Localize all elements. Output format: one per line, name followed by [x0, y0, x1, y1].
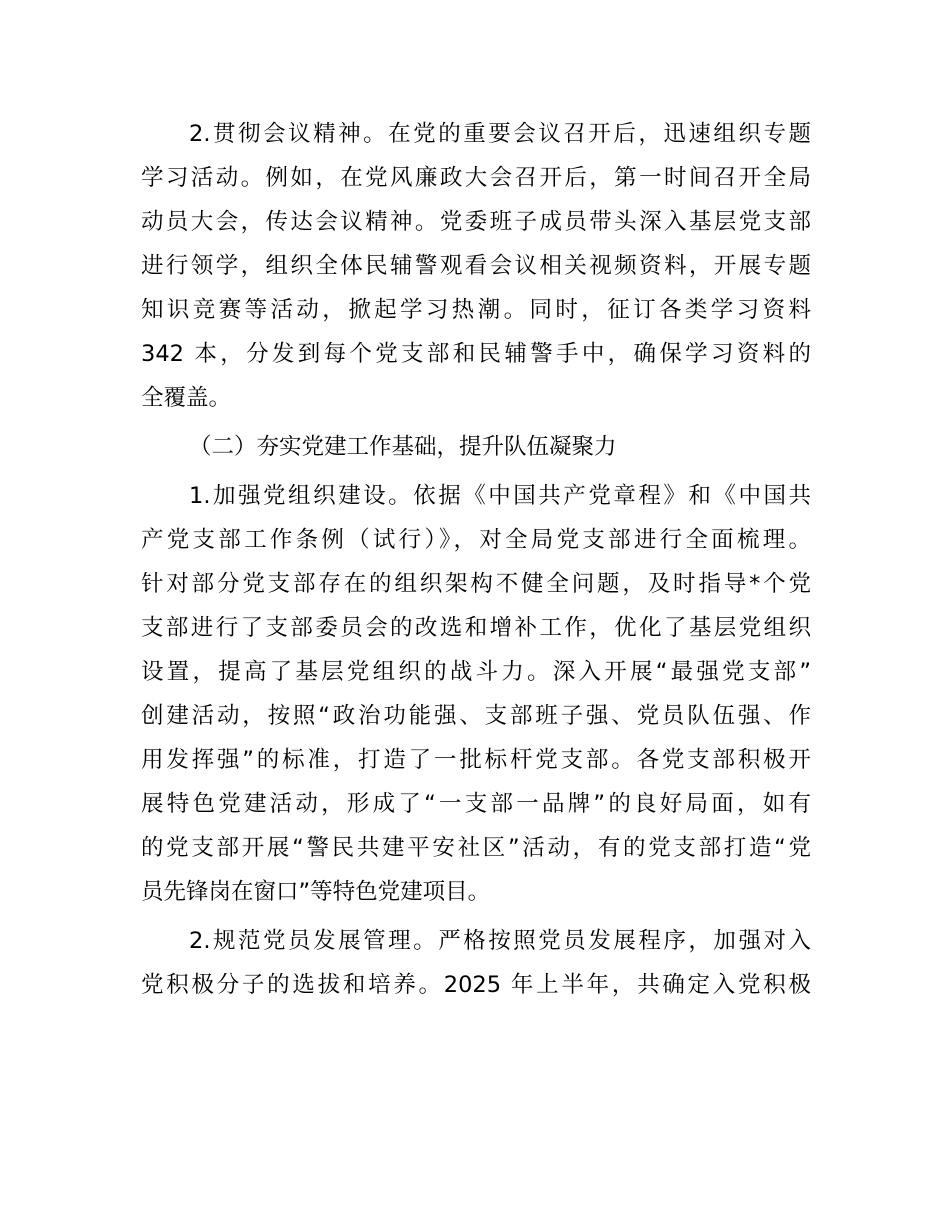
text-line: 党积极分子的选拔和培养。2025 年上半年，共确定入党积极	[141, 972, 811, 998]
text-line: 342 本，分发到每个党支部和民辅警手中，确保学习资料的	[141, 341, 811, 367]
paragraph-meeting-spirit	[141, 112, 811, 420]
text-line: 知识竞赛等活动，掀起学习热潮。同时，征订各类学习资料	[141, 297, 811, 323]
text-line: 学习活动。例如，在党风廉政大会召开后，第一时间召开全局	[141, 165, 811, 191]
text-line: 进行领学，组织全体民辅警观看会议相关视频资料，开展专题	[141, 253, 811, 279]
text-line: 的党支部开展“警民共建平安社区”活动，有的党支部打造“党	[141, 835, 811, 861]
text-line: 设置，提高了基层党组织的战斗力。深入开展“最强党支部”	[141, 659, 811, 685]
text-line: 用发挥强”的标准，打造了一批标杆党支部。各党支部积极开	[141, 747, 811, 773]
text-line: 1.加强党组织建设。依据《中国共产党章程》和《中国共	[189, 483, 811, 509]
paragraph-member-development	[141, 919, 811, 1007]
text-line: 2.规范党员发展管理。严格按照党员发展程序，加强对入	[189, 928, 811, 954]
document-body	[141, 112, 811, 1007]
text-line: 针对部分党支部存在的组织架构不健全问题，及时指导*个党	[141, 571, 811, 597]
section-heading	[141, 425, 811, 469]
text-line: 展特色党建活动，形成了“一支部一品牌”的良好局面，如有	[141, 791, 811, 817]
section-heading-text: （二）夯实党建工作基础，提升队伍凝聚力	[189, 434, 617, 460]
text-line: 创建活动，按照“政治功能强、支部班子强、党员队伍强、作	[141, 703, 811, 729]
text-line: 产党支部工作条例（试行）》，对全局党支部进行全面梳理。	[141, 527, 811, 553]
text-line: 员先锋岗在窗口”等特色党建项目。	[141, 879, 491, 905]
paragraph-party-organization	[141, 474, 811, 914]
text-line: 2.贯彻会议精神。在党的重要会议召开后，迅速组织专题	[189, 121, 811, 147]
text-line: 全覆盖。	[141, 385, 232, 411]
text-line: 支部进行了支部委员会的改选和增补工作，优化了基层党组织	[141, 615, 811, 641]
text-line: 动员大会，传达会议精神。党委班子成员带头深入基层党支部	[141, 209, 811, 235]
